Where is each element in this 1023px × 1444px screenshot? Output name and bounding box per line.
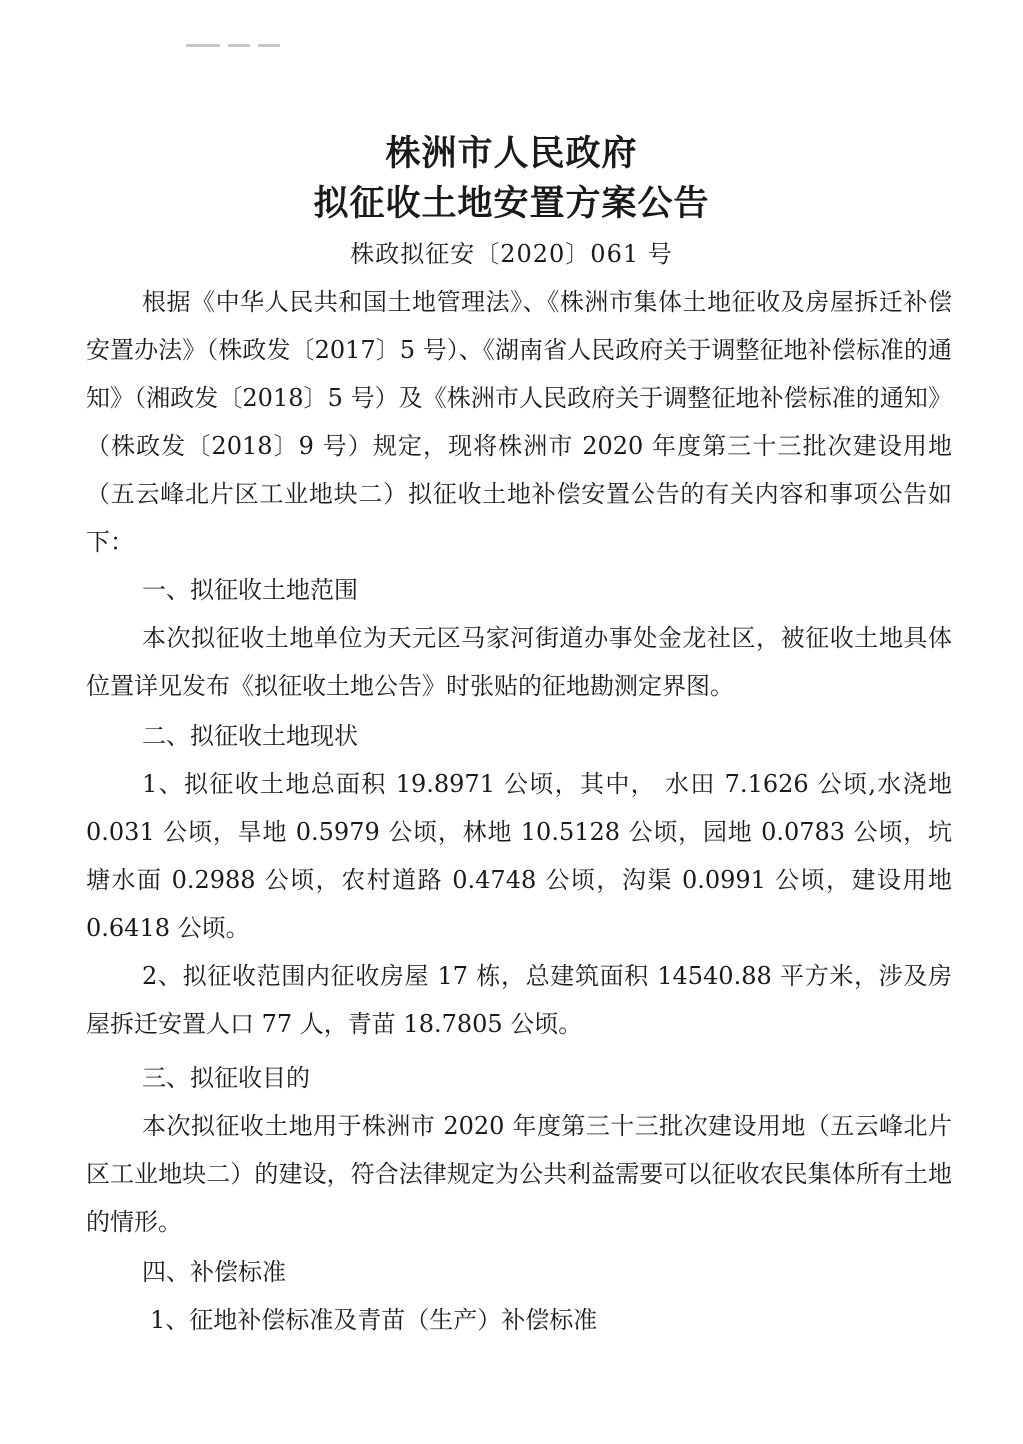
intro-paragraph: 根据《中华人民共和国土地管理法》、《株洲市集体土地征收及房屋拆迁补偿安置办法》（株政发〔2017〕5 号）、《湖南省人民政府关于调整征地补偿标准的通知》（湘政发〔2018〕5 号）及《株洲市人民政府关于调整征地补偿标准的通知》（株政发〔2018〕9 号）规定，现将株洲市 2020 年度第三十三批次建设用地（五云峰北片区工业地块二）拟征收土地补偿安置公告的有关内容和事项公告如下： [86,288,952,556]
scan-artifact [228,44,250,47]
section4-item1: 1、征地补偿标准及青苗（生产）补偿标准 [150,1306,598,1334]
scan-artifact [258,44,280,47]
section2-item1: 1、拟征收土地总面积 19.8971 公顷，其中， 水田 7.1626 公顷,水浇地 0.031 公顷，旱地 0.5979 公顷，林地 10.5128 公顷，园地 0.0783 公顷，坑塘水面 0.2988 公顷，农村道路 0.4748 公顷，沟渠 0.0991 公顷，建设用地 0.6418 公顷。 [86,770,952,942]
document-title-line1: 株洲市人民政府 [385,134,638,174]
section1-paragraph: 本次拟征收土地单位为天元区马家河街道办事处金龙社区，被征收土地具体位置详见发布《拟征收土地公告》时张贴的征地勘测定界图。 [86,624,952,700]
section4-heading: 四、补偿标准 [142,1258,286,1286]
section2-heading: 二、拟征收土地现状 [142,722,358,750]
document-title-line2: 拟征收土地安置方案公告 [313,184,710,224]
document-number: 株政拟征安〔2020〕061 号 [350,240,673,268]
section1-heading: 一、拟征收土地范围 [142,576,358,604]
section2-item2: 2、拟征收范围内征收房屋 17 栋，总建筑面积 14540.88 平方米，涉及房屋拆迁安置人口 77 人，青苗 18.7805 公顷。 [86,962,952,1038]
scan-artifact [186,44,220,47]
section3-paragraph: 本次拟征收土地用于株洲市 2020 年度第三十三批次建设用地（五云峰北片区工业地块二）的建设，符合法律规定为公共利益需要可以征收农民集体所有土地的情形。 [86,1112,952,1236]
section3-heading: 三、拟征收目的 [142,1064,310,1092]
